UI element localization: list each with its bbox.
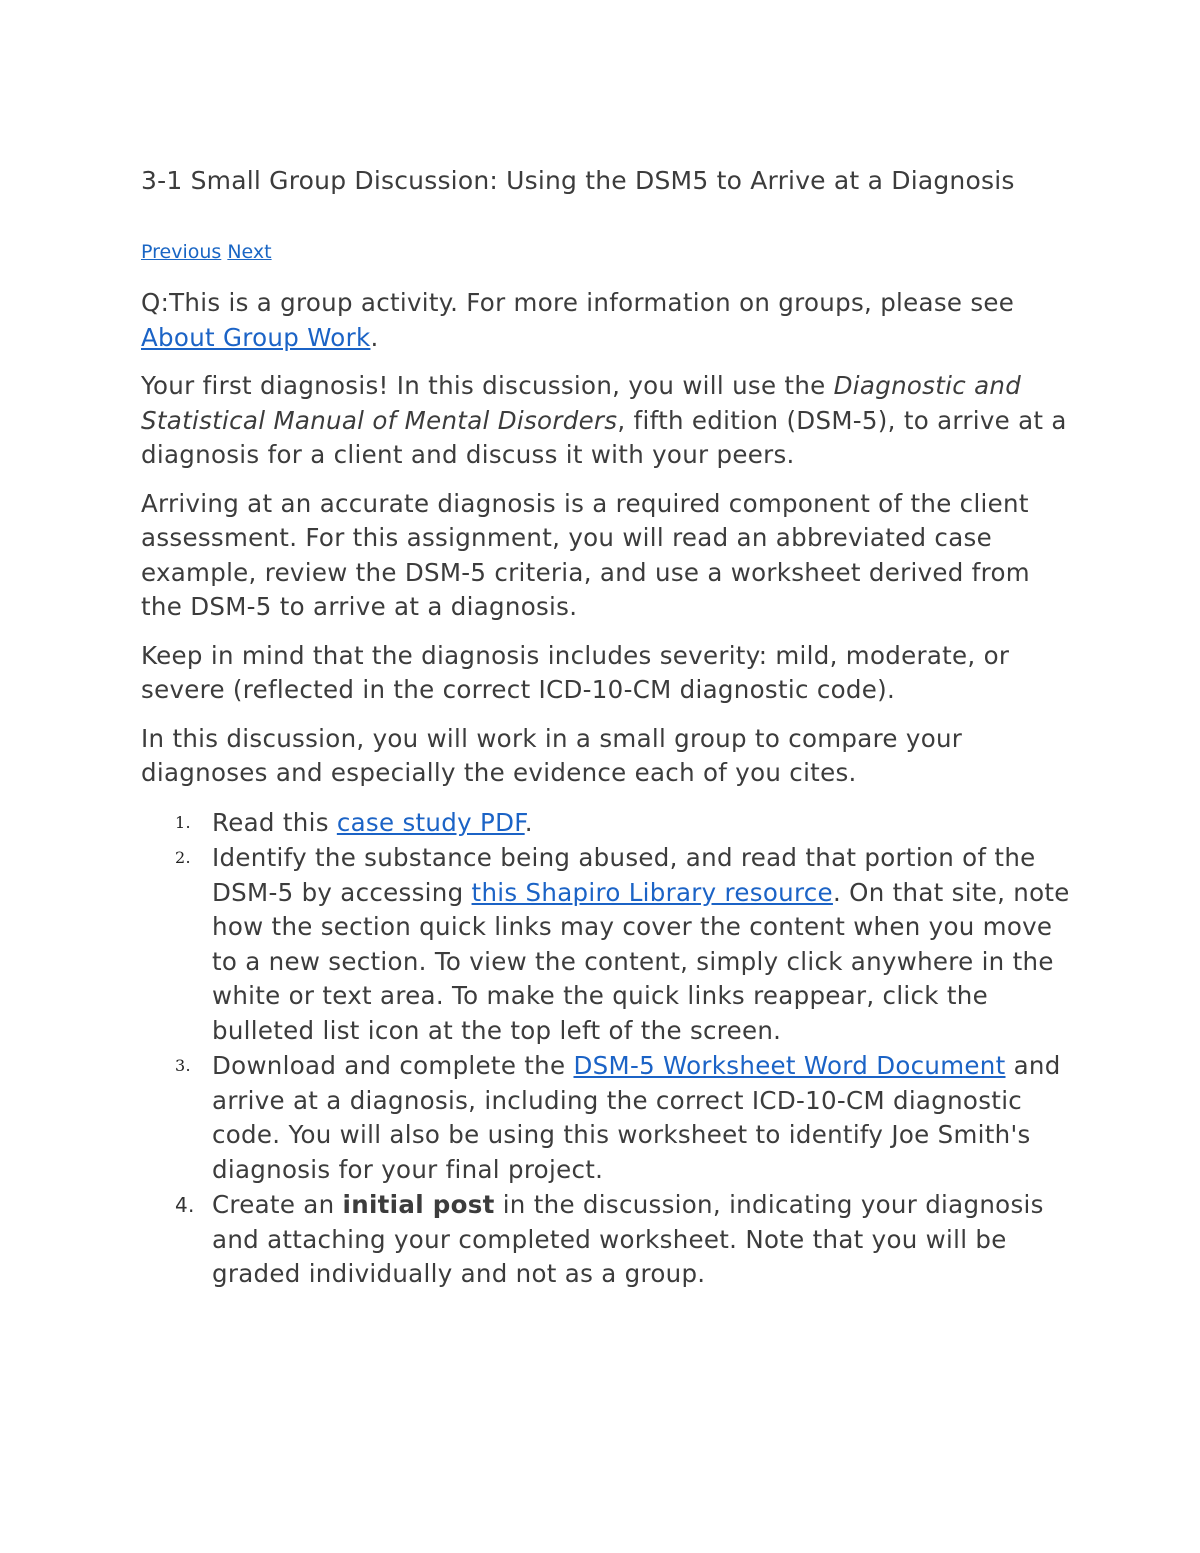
about-group-work-link[interactable]: About Group Work — [141, 322, 371, 352]
pagination-nav — [141, 239, 1071, 265]
step-text: Download and complete the — [212, 1051, 574, 1080]
list-item — [141, 1049, 1071, 1187]
dsm-title-italic: Diagnostic and Statistical Manual of Mental Disorders — [141, 371, 1022, 435]
step-number: 3. — [175, 1056, 191, 1075]
accurate-diagnosis-paragraph: Arriving at an accurate diagnosis is a required component of the client assessment. For this assignment, you will read an abbreviated case example, review the DSM-5 criteria, and use a worksheet derived from the DSM-5 to arrive at a diagnosis. — [141, 488, 1030, 621]
dsm5-worksheet-link[interactable]: DSM-5 Worksheet Word Document — [573, 1051, 1006, 1080]
first-diagnosis-paragraph — [141, 369, 1071, 473]
next-link[interactable]: Next — [227, 241, 272, 263]
intro-paragraph — [141, 286, 1071, 355]
step-text: Read this — [212, 807, 337, 837]
para1-text-a: Your first diagnosis! In this discussion, you will use the — [141, 371, 834, 400]
step-number: 4. — [175, 1193, 195, 1217]
step-text: . On that site, note how the section quick links may cover the content when you move to a new section. To view the content, simply click anywhere in the white or text area. To make the quick links reappear, click the bulleted list icon at the top left of the screen. — [212, 877, 1070, 1045]
shapiro-library-link[interactable]: this Shapiro Library resource — [471, 877, 833, 907]
small-group-paragraph: In this discussion, you will work in a small group to compare your diagnoses and especially the evidence each of you cites. — [141, 723, 963, 787]
case-study-pdf-link[interactable]: case study PDF — [336, 807, 525, 837]
list-item — [141, 841, 1071, 1048]
step-text: in the discussion, indicating your diagnosis and attaching your completed worksheet. Note that you will be graded individually and not as a group. — [212, 1190, 1044, 1288]
severity-paragraph: Keep in mind that the diagnosis includes severity: mild, moderate, or severe (reflected in the correct ICD-10-CM diagnostic code). — [141, 640, 1010, 704]
step-text: and arrive at a diagnosis, including the correct ICD-10-CM diagnostic code. You will also be using this worksheet to identify Joe Smith's diagnosis for your final project. — [212, 1051, 1061, 1184]
list-item — [141, 806, 1071, 841]
initial-post-bold: initial post — [342, 1190, 495, 1219]
steps-list — [141, 806, 1071, 1292]
step-text: Create an — [212, 1190, 343, 1219]
intro-trail: . — [370, 322, 379, 352]
step-text: . — [524, 807, 533, 837]
document-page — [141, 164, 1071, 1292]
previous-link[interactable]: Previous — [141, 241, 222, 263]
intro-lead: Q:This is a group activity. For more information on groups, please see — [141, 288, 1015, 317]
step-number: 2. — [175, 848, 191, 867]
step-text: Identify the substance being abused, and read that portion of the DSM-5 by accessing — [212, 843, 1036, 907]
list-item — [141, 1188, 1071, 1292]
step-number: 1. — [175, 812, 191, 832]
page-title: 3-1 Small Group Discussion: Using the DSM5 to Arrive at a Diagnosis — [141, 166, 1015, 195]
para1-text-b: , fifth edition (DSM-5), to arrive at a diagnosis for a client and discuss it with your peers. — [141, 405, 1067, 469]
